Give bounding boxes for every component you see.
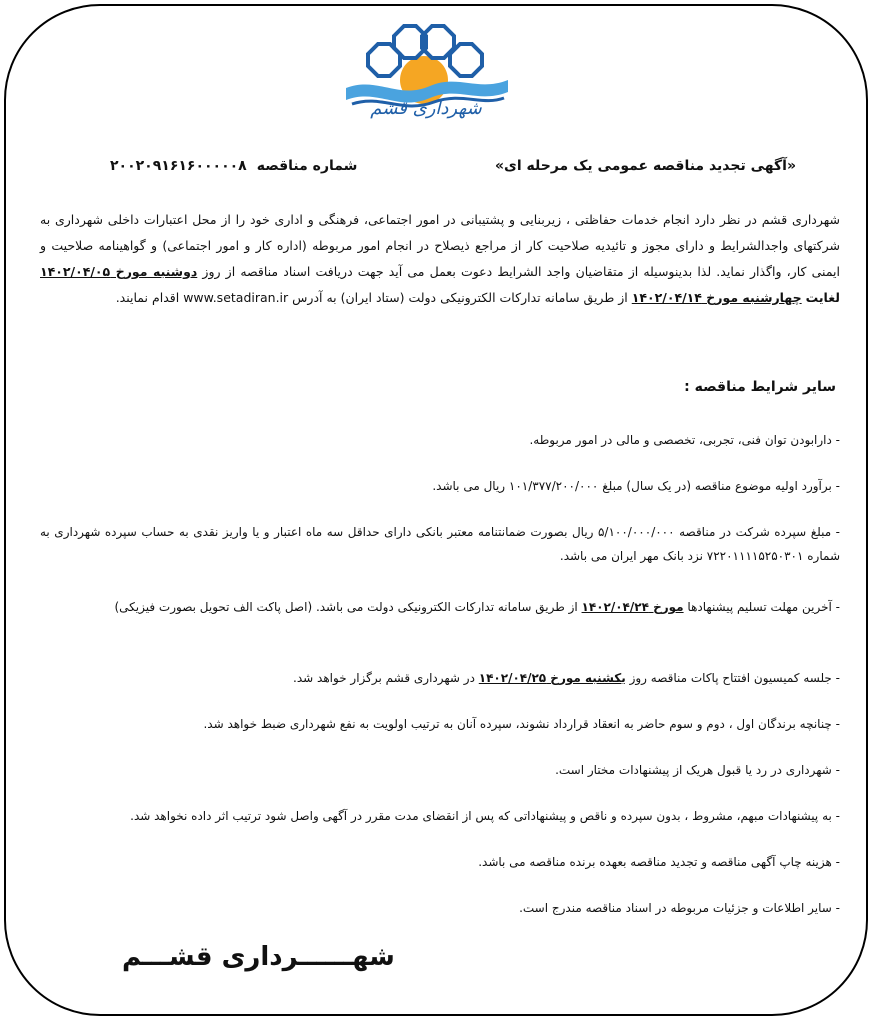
condition-5 — [40, 666, 840, 690]
intro-mid: لغایت — [805, 290, 840, 305]
tender-number-value: ۲۰۰۲۰۹۱۶۱۶۰۰۰۰۰۸ — [110, 158, 247, 174]
condition-4-date: مورخ ۱۴۰۲/۰۴/۲۴ — [581, 600, 684, 614]
logo-text: شهرداری قشم — [370, 98, 482, 119]
condition-5-date: یکشنبه مورخ ۱۴۰۲/۰۴/۲۵ — [478, 671, 626, 685]
conditions-title: سایر شرایط مناقصه : — [684, 379, 836, 395]
announcement-heading — [80, 158, 796, 184]
condition-5-a: - جلسه کمیسیون افتتاح پاکات مناقصه روز — [629, 671, 840, 685]
tender-number-label: شماره مناقصه — [256, 158, 358, 174]
announcement-title: «آگهی تجدید مناقصه عمومی یک مرحله ای» — [495, 158, 796, 174]
condition-9: - هزینه چاپ آگهی مناقصه و تجدید مناقصه بعهده برنده مناقصه می باشد. — [478, 855, 840, 869]
condition-5-b: در شهرداری قشم برگزار خواهد شد. — [293, 671, 475, 685]
condition-8: - به پیشنهادات مبهم، مشروط ، بدون سپرده و ناقص و پیشنهاداتی که پس از انقضای مدت مقرر در آگهی واصل شود ترتیب اثر داده نخواهد شد. — [130, 809, 840, 823]
condition-2: - برآورد اولیه موضوع مناقصه (در یک سال) مبلغ ۱۰۱/۳۷۷/۲۰۰/۰۰۰ ریال می باشد. — [432, 479, 840, 493]
signature: شهــــــرداری قشـــم — [122, 942, 395, 972]
municipality-logo — [338, 22, 514, 132]
website-link[interactable]: www.setadiran.ir — [183, 290, 289, 305]
tender-number — [110, 158, 357, 174]
intro-paragraph — [40, 207, 840, 311]
condition-3: - مبلغ سپرده شرکت در مناقصه ۵/۱۰۰/۰۰۰/۰۰۰ ریال بصورت ضمانتنامه معتبر بانکی دارای حداقل سه ماه اعتبار و یا واریز نقدی به حساب سپرده شهرداری به شماره ۷۲۲۰۱۱۱۱۵۲۵۰۳۰۱ نزد بانک مهر ایران می باشد. — [40, 525, 840, 563]
intro-text-1: شهرداری قشم در نظر دارد انجام خدمات حفاظتی ، زیربنایی و پشتیبانی در امور اجتماعی، فرهنگی و اداری خود را از محل اعتبارات داخلی شهرداری به شرکتهای واجدالشرایط و دارای مجوز و تائیدیه صلاحیت کار از مراجع ذیصلاح در انجام امور مربوطه (اداره کار و امور اجتماعی) و گواهینامه صلاحیت و ایمنی کار، واگذار نماید. لذا بدینوسیله از متقاضیان واجد الشرایط دعوت بعمل می آید جهت دریافت اسناد مناقصه از روز — [40, 212, 840, 279]
condition-4-a: - آخرین مهلت تسلیم پیشنهادها — [687, 600, 840, 614]
condition-10: - سایر اطلاعات و جزئیات مربوطه در اسناد مناقصه مندرج است. — [519, 901, 840, 915]
end-date: چهارشنبه مورخ ۱۴۰۲/۰۴/۱۴ — [631, 290, 802, 305]
intro-text-2: از طریق سامانه تدارکات الکترونیکی دولت (ستاد ایران) به آدرس — [292, 290, 628, 305]
condition-6: - چنانچه برندگان اول ، دوم و سوم حاضر به انعقاد قرارداد نشوند، سپرده آنان به ترتیب اولویت به نفع شهرداری ضبط خواهد شد. — [203, 717, 840, 731]
start-date: دوشنبه مورخ ۱۴۰۲/۰۴/۰۵ — [40, 264, 198, 279]
condition-4 — [40, 595, 840, 619]
condition-1: - دارابودن توان فنی، تجربی، تخصصی و مالی در امور مربوطه. — [529, 433, 840, 447]
intro-text-3: اقدام نمایند. — [115, 290, 180, 305]
condition-4-b: از طریق سامانه تدارکات الکترونیکی دولت می باشد. (اصل پاکت الف تحویل بصورت فیزیکی) — [114, 600, 578, 614]
condition-7: - شهرداری در رد یا قبول هریک از پیشنهادات مختار است. — [555, 763, 840, 777]
